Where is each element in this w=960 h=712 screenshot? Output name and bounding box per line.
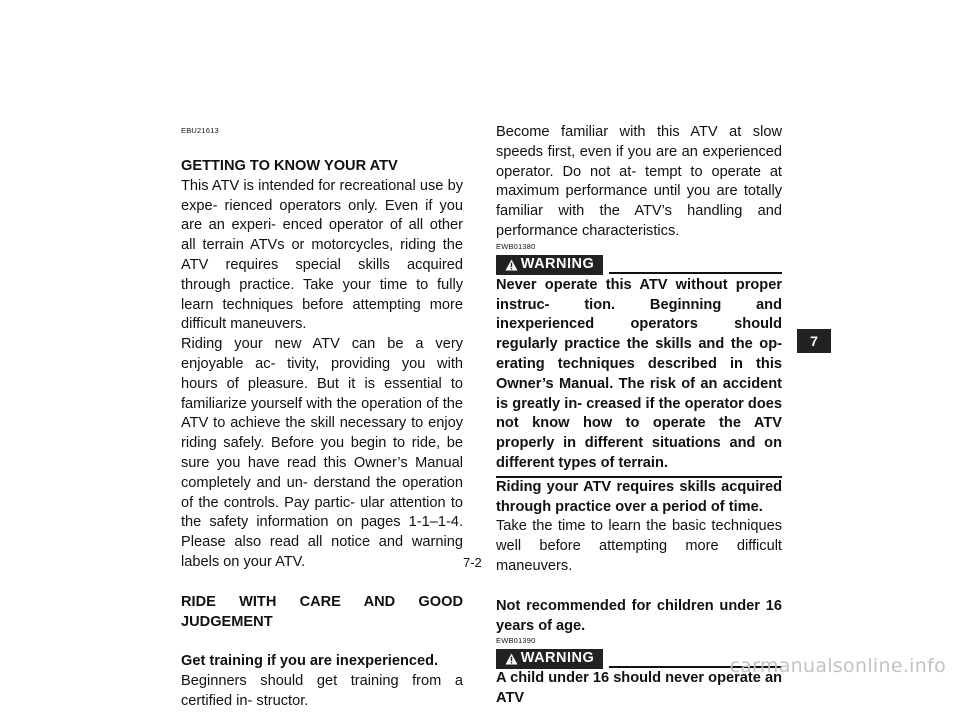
- chapter-tab: 7: [797, 329, 831, 353]
- left-column: [181, 126, 463, 712]
- warning-rule: [609, 272, 782, 274]
- subsection-heading: RIDE WITH CARE AND GOOD JUDGEMENT: [181, 593, 463, 630]
- warning-text-2: A child under 16 should never operate an ATV: [496, 670, 782, 707]
- warning-badge: [496, 255, 603, 275]
- watermark: carmanualsonline.info: [729, 655, 946, 677]
- enjoyment-paragraph: Riding your new ATV can be a very enjoyable ac- tivity, providing you with hours of pleasure. But it is essential to familiarize yourself with the operation of the ATV to achieve the skill necessary to enjoy riding safely. Before you begin to ride, be sure you have read this Owner’s Manual completely and un- derstand the operation of the controls. Pay partic- ular attention to the safety information on pages 1-1–1-4. Please also read all notice and warning labels on your ATV.: [181, 336, 463, 570]
- warning-header: [496, 253, 782, 275]
- age-bold: Not recommended for children under 16 years of age.: [496, 597, 782, 634]
- warning-label-2: WARNING: [520, 650, 595, 667]
- page-number: 7-2: [463, 555, 482, 570]
- section-heading: GETTING TO KNOW YOUR ATV: [181, 158, 398, 174]
- familiarize-paragraph: Become familiar with this ATV at slow speeds first, even if you are an experienced operator. Do not at- tempt to operate at maximum performance until you are totally familiar with the ATV’s handling and performance characteristics.: [496, 124, 782, 239]
- training-subheading: Get training if you are inexperienced.: [181, 653, 439, 670]
- warning-badge-2: [496, 649, 603, 669]
- warning-triangle-icon: [505, 653, 518, 665]
- warning-triangle-icon: [505, 259, 518, 271]
- intro-paragraph: This ATV is intended for recreational use by expe- rienced operators only. Even if you are an experi- enced operator of all other all terrain ATVs or motorcycles, riding the ATV requires special skills acquired through practice. Take your time to fully learn techniques before attempting more difficult maneuvers.: [181, 177, 463, 333]
- warning-text: Never operate this ATV without proper instruc- tion. Beginning and inexperienced operators should regularly practice the skills and the op- erating techniques described in this Owner’s Manual. The risk of an accident is greatly in- creased if the operator does not know how to operate the ATV properly in different situations and on different types of terrain.: [496, 275, 782, 478]
- section-code: EBU21613: [181, 126, 219, 135]
- training-paragraph: Beginners should get training from a certified in- structor.: [181, 673, 463, 709]
- techniques-paragraph: Take the time to learn the basic techniques well before attempting more difficult maneuvers.: [496, 518, 782, 574]
- right-column: [496, 123, 782, 709]
- warning-label: WARNING: [520, 255, 595, 272]
- warning-code-2: EWB01390: [496, 636, 536, 646]
- skills-bold: Riding your ATV requires skills acquired through practice over a period of time.: [496, 478, 782, 515]
- warning-code: EWB01380: [496, 241, 536, 251]
